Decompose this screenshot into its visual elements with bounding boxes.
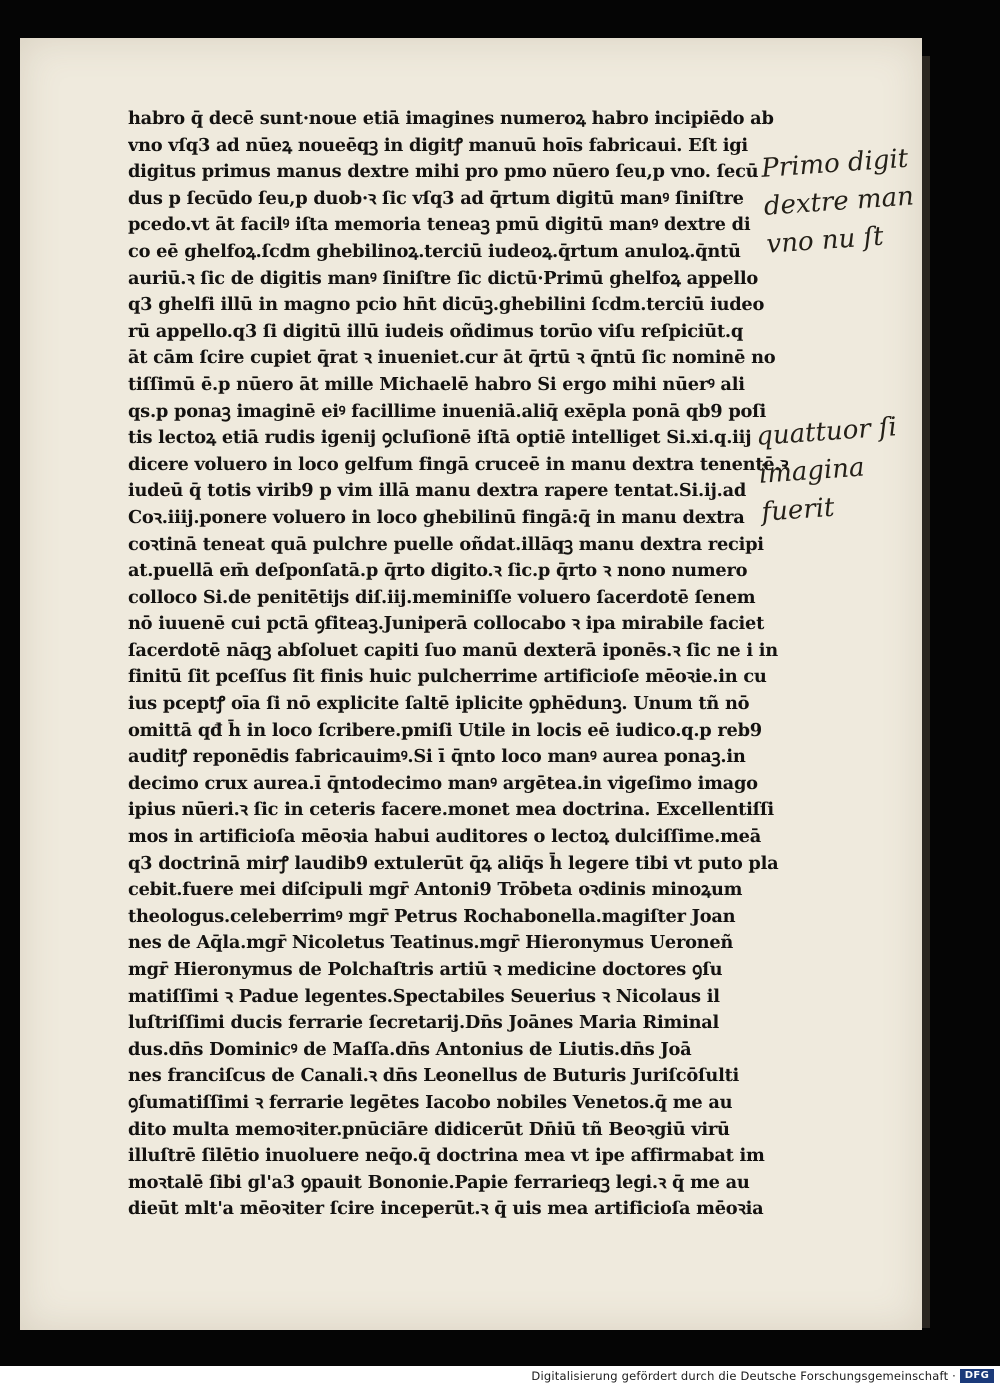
footer-bar [0,1366,1000,1386]
text-line: illuſtrē ſilētio inuoluere neq̄o.q̄ doctrina mea vt ipe affirmabat im [128,1145,765,1167]
text-line: theologus.celeberrimꝰ mgr̄ Petrus Rochabonella.magiſter Joan [128,905,736,927]
text-line: ꝯſumatiſſimi ꝛ ferrarie legētes Iacobo nobiles Venetos.q̄ me au [128,1091,733,1113]
text-line: dus p ſecūdo ſeu,p duob·ꝛ ſic vſq3 ad q̄rtum digitū manꝰ ſiniſtre [128,187,744,209]
text-line: dus.dn̄s Dominicꝰ de Maſſa.dn̄s Antonius de Liutis.dn̄s Joā [128,1038,692,1060]
text-line: decimo crux aurea.ī q̄ntodecimo manꝰ argētea.in vigeſimo imago [128,772,758,794]
text-line: colloco Si.de penitētijs diſ.iij.meminiſſe voluero ſacerdotē ſenem [128,586,756,608]
text-line: mgr̄ Hieronymus de Polchaſtris artiū ꝛ medicine doctores ꝯſu [128,959,723,980]
text-line: qs.p ponaꝫ imaginē eiꝰ facillime inueniā.aliq̄ exēpla ponā qb9 poſi [128,400,767,422]
text-line: āt cām ſcire cupiet q̄rat ꝛ inueniet.cur āt q̄rtū ꝛ q̄ntū ſic nominē no [128,347,776,369]
text-line: auditꝭ reponēdis fabricauimꝰ.Si ī q̄nto loco manꝰ aurea ponaꝫ.in [128,746,746,768]
incunabula-page [20,38,922,1330]
text-line: q3 doctrinā mirꝭ laudib9 extulerūt q̄ꝝ aliq̄s h̄ legere tibi vt puto pla [128,852,779,874]
text-line: ius pceptꝭ oīa ſi nō explicite ſaltē iplicite ꝯphēdunꝫ. Unum tñ nō [128,693,750,715]
text-line: dieūt mlt'a mēoꝛiter ſcire inceperūt.ꝛ q̄ uis mea artificioſa mēoꝛia [128,1198,764,1220]
text-column [128,106,788,1223]
text-line: dicere voluero in loco gelfum fingā cruceē in manu dextra tenentē.ꝛ [128,453,788,475]
text-line: ipius nūeri.ꝛ ſic in ceteris facere.monet mea doctrina. Excellentiſſi [128,799,774,821]
text-line: nes franciſcus de Canali.ꝛ dn̄s Leonellus de Buturis Juriſcōſulti [128,1065,740,1087]
text-line: vno vſq3 ad nūeꝝ noueēqꝫ in digitꝭ manuū hoīs fabricaui. Eſt igi [128,134,748,156]
text-line: digitus primus manus dextre mihi pro pmo nūero ſeu,p vno. ſecū [128,161,759,183]
text-line: luſtriſſimi ducis ferrarie ſecretarij.Dn̄s Joānes Maria Riminal [128,1012,720,1034]
text-line: habro q̄ decē sunt·noue etiā imagines numeroꝝ habro incipiēdo ab [128,108,774,129]
marginalia-line: quattuor ſi [755,412,898,452]
text-line: ſacerdotē nāqꝫ abſoluet capiti ſuo manū dexterā iponēs.ꝛ ſic ne i in [128,639,778,661]
text-line: Coꝛ.iiij.ponere voluero in loco ghebilinū fingā:q̄ in manu dextra [128,506,745,528]
marginalia-line: imagina [757,452,866,490]
text-line: tis lectoꝝ etiā rudis igenij ꝯcluſionē iſtā optiē intelliget Si.xi.q.iij [128,427,752,449]
marginalia-line: Primo digit [760,143,910,184]
text-line: finitū ſit pceſſus ſit finis huic pulcherrime artificioſe mēoꝛie.in cu [128,666,767,688]
text-line: cebit.fuere mei diſcipuli mgr̄ Antoni9 Trōbeta oꝛdinis minoꝝum [128,879,743,901]
text-line: rū appello.q3 ſi digitū illū iudeis oñdimus torūo viſu reſpiciūt.q [128,320,744,342]
text-line: matiſſimi ꝛ Padue legentes.Spectabiles Seuerius ꝛ Nicolaus il [128,985,720,1007]
text-line: at.puellā em̄ deſponſatā.p q̄rto digito.ꝛ ſic.p q̄rto ꝛ nono numero [128,560,748,582]
dfg-logo: DFG [960,1369,994,1383]
funding-credit: Digitalisierung gefördert durch die Deutsche Forschungsgemeinschaft · [531,1369,956,1383]
marginalia-line: vno nu ſt [765,221,885,260]
text-line: pcedo.vt āt facilꝰ iſta memoria teneaꝫ pmū digitū manꝰ dextre di [128,214,751,236]
text-line: co eē ghelfoꝝ.ſcdm ghebilinoꝝ.terciū iudeoꝝ.q̄rtum anuloꝝ.q̄ntū [128,240,741,262]
text-line: auriū.ꝛ ſic de digitis manꝰ ſiniſtre ſic dictū·Primū ghelfoꝝ appello [128,267,758,289]
text-line: nō iuuenē cui pctā ꝯfiteaꝫ.Juniperā collocabo ꝛ ipa mirabile faciet [128,613,765,635]
text-line: nes de Aq̄la.mgr̄ Nicoletus Teatinus.mgr̄ Hieronymus Ueroneñ [128,932,734,954]
text-line: q3 ghelfi illū in magno pcio hn̄t dicūꝫ.ghebilini ſcdm.terciū iudeo [128,294,765,316]
text-line: mos in artificioſa mēoꝛia habui auditores o lectoꝝ dulciſſime.meā [128,826,761,848]
text-line: omittā qđ h̄ in loco ſcribere.pmiſi Utile in locis eē iudico.q.p reb9 [128,719,762,741]
handwritten-marginalia-middle [755,405,952,532]
text-line: iudeū q̄ totis virib9 p vim illā manu dextra rapere tentat.Si.ij.ad [128,480,747,502]
text-line: tiſſimū ē.p nūero āt mille Michaelē habro Si ergo mihi nūerꝰ ali [128,373,745,395]
text-line: coꝛtinā teneat quā pulchre puelle oñdat.illāqꝫ manu dextra recipi [128,533,764,555]
handwritten-marginalia-top [760,137,948,263]
marginalia-line: dextre man [762,181,915,222]
text-line: moꝛtalē ſibi gl'a3 ꝯpauit Bononie.Papie ferrarieqꝫ legi.ꝛ q̄ me au [128,1171,750,1193]
text-line: dito multa memoꝛiter.pnūciāre didicerūt Dn̄iū tñ Beoꝛgiū virū [128,1118,730,1140]
marginalia-line: fuerit [760,492,836,528]
